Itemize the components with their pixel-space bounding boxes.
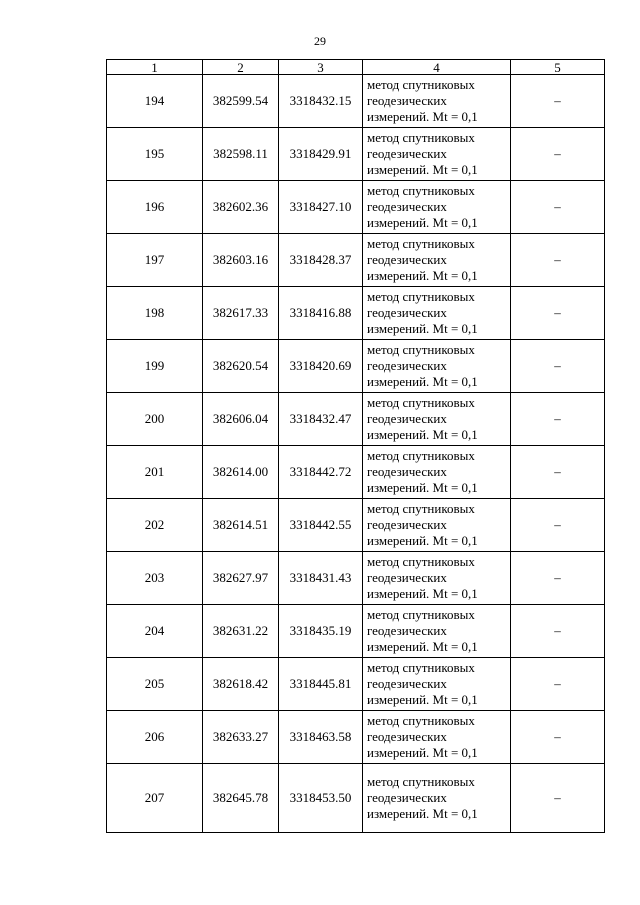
method-line: метод спутниковых (367, 77, 475, 92)
y-coordinate-cell: 3318463.58 (279, 711, 363, 764)
method-line: измерений. Mt = 0,1 (367, 374, 478, 389)
method-line: измерений. Mt = 0,1 (367, 806, 478, 821)
y-coordinate-cell: 3318432.47 (279, 393, 363, 446)
x-coordinate-cell: 382627.97 (203, 552, 279, 605)
column-header: 4 (363, 60, 511, 75)
method-line: метод спутниковых (367, 130, 475, 145)
method-line: метод спутниковых (367, 660, 475, 675)
y-coordinate-cell: 3318453.50 (279, 764, 363, 833)
method-cell (363, 340, 511, 393)
note-cell: – (511, 605, 605, 658)
table-row (107, 764, 605, 833)
note-cell: – (511, 128, 605, 181)
method-line: метод спутниковых (367, 289, 475, 304)
method-line: измерений. Mt = 0,1 (367, 215, 478, 230)
method-line: измерений. Mt = 0,1 (367, 321, 478, 336)
x-coordinate-cell: 382614.51 (203, 499, 279, 552)
table-row (107, 711, 605, 764)
x-coordinate-cell: 382598.11 (203, 128, 279, 181)
x-coordinate-cell: 382633.27 (203, 711, 279, 764)
method-line: метод спутниковых (367, 774, 475, 789)
table-row (107, 499, 605, 552)
note-cell: – (511, 764, 605, 833)
method-line: измерений. Mt = 0,1 (367, 692, 478, 707)
table-row (107, 393, 605, 446)
column-header: 2 (203, 60, 279, 75)
column-header: 3 (279, 60, 363, 75)
method-line: геодезических (367, 305, 447, 320)
method-cell (363, 658, 511, 711)
point-number-cell: 200 (107, 393, 203, 446)
point-number-cell: 195 (107, 128, 203, 181)
method-cell (363, 287, 511, 340)
point-number-cell: 202 (107, 499, 203, 552)
coordinates-table (106, 59, 605, 833)
point-number-cell: 204 (107, 605, 203, 658)
point-number-cell: 194 (107, 75, 203, 128)
method-line: метод спутниковых (367, 713, 475, 728)
method-line: измерений. Mt = 0,1 (367, 427, 478, 442)
x-coordinate-cell: 382618.42 (203, 658, 279, 711)
method-line: метод спутниковых (367, 607, 475, 622)
point-number-cell: 203 (107, 552, 203, 605)
method-cell (363, 128, 511, 181)
table-row (107, 75, 605, 128)
note-cell: – (511, 499, 605, 552)
table-row (107, 605, 605, 658)
x-coordinate-cell: 382614.00 (203, 446, 279, 499)
note-cell: – (511, 552, 605, 605)
y-coordinate-cell: 3318445.81 (279, 658, 363, 711)
note-cell: – (511, 75, 605, 128)
page-number: 29 (314, 34, 326, 48)
method-line: геодезических (367, 623, 447, 638)
x-coordinate-cell: 382645.78 (203, 764, 279, 833)
x-coordinate-cell: 382599.54 (203, 75, 279, 128)
method-line: геодезических (367, 790, 447, 805)
method-line: метод спутниковых (367, 448, 475, 463)
method-line: геодезических (367, 358, 447, 373)
x-coordinate-cell: 382602.36 (203, 181, 279, 234)
method-line: измерений. Mt = 0,1 (367, 480, 478, 495)
note-cell: – (511, 658, 605, 711)
point-number-cell: 207 (107, 764, 203, 833)
method-line: геодезических (367, 411, 447, 426)
method-line: метод спутниковых (367, 554, 475, 569)
method-line: измерений. Mt = 0,1 (367, 268, 478, 283)
method-line: метод спутниковых (367, 395, 475, 410)
method-cell (363, 393, 511, 446)
y-coordinate-cell: 3318442.55 (279, 499, 363, 552)
method-line: измерений. Mt = 0,1 (367, 586, 478, 601)
method-line: геодезических (367, 252, 447, 267)
y-coordinate-cell: 3318432.15 (279, 75, 363, 128)
method-line: геодезических (367, 676, 447, 691)
method-line: метод спутниковых (367, 501, 475, 516)
method-line: измерений. Mt = 0,1 (367, 533, 478, 548)
column-header: 1 (107, 60, 203, 75)
y-coordinate-cell: 3318420.69 (279, 340, 363, 393)
method-line: метод спутниковых (367, 236, 475, 251)
method-line: геодезических (367, 517, 447, 532)
point-number-cell: 197 (107, 234, 203, 287)
point-number-cell: 199 (107, 340, 203, 393)
table-row (107, 446, 605, 499)
note-cell: – (511, 711, 605, 764)
method-line: геодезических (367, 729, 447, 744)
x-coordinate-cell: 382606.04 (203, 393, 279, 446)
method-line: измерений. Mt = 0,1 (367, 162, 478, 177)
table-row (107, 234, 605, 287)
x-coordinate-cell: 382620.54 (203, 340, 279, 393)
y-coordinate-cell: 3318428.37 (279, 234, 363, 287)
point-number-cell: 198 (107, 287, 203, 340)
table-row (107, 287, 605, 340)
method-cell (363, 234, 511, 287)
note-cell: – (511, 340, 605, 393)
note-cell: – (511, 446, 605, 499)
column-header: 5 (511, 60, 605, 75)
point-number-cell: 205 (107, 658, 203, 711)
method-cell (363, 75, 511, 128)
method-cell (363, 181, 511, 234)
method-line: измерений. Mt = 0,1 (367, 745, 478, 760)
method-line: геодезических (367, 570, 447, 585)
method-cell (363, 499, 511, 552)
note-cell: – (511, 287, 605, 340)
y-coordinate-cell: 3318442.72 (279, 446, 363, 499)
table-row (107, 658, 605, 711)
method-cell (363, 552, 511, 605)
method-cell (363, 711, 511, 764)
method-line: метод спутниковых (367, 342, 475, 357)
note-cell: – (511, 393, 605, 446)
method-cell (363, 605, 511, 658)
point-number-cell: 206 (107, 711, 203, 764)
point-number-cell: 201 (107, 446, 203, 499)
x-coordinate-cell: 382631.22 (203, 605, 279, 658)
note-cell: – (511, 181, 605, 234)
table-row (107, 128, 605, 181)
method-line: измерений. Mt = 0,1 (367, 109, 478, 124)
note-cell: – (511, 234, 605, 287)
method-line: геодезических (367, 93, 447, 108)
y-coordinate-cell: 3318431.43 (279, 552, 363, 605)
method-cell (363, 446, 511, 499)
method-line: метод спутниковых (367, 183, 475, 198)
y-coordinate-cell: 3318435.19 (279, 605, 363, 658)
method-line: геодезических (367, 146, 447, 161)
method-line: геодезических (367, 199, 447, 214)
method-line: измерений. Mt = 0,1 (367, 639, 478, 654)
table-row (107, 181, 605, 234)
y-coordinate-cell: 3318427.10 (279, 181, 363, 234)
x-coordinate-cell: 382603.16 (203, 234, 279, 287)
y-coordinate-cell: 3318416.88 (279, 287, 363, 340)
method-line: геодезических (367, 464, 447, 479)
x-coordinate-cell: 382617.33 (203, 287, 279, 340)
table-row (107, 340, 605, 393)
y-coordinate-cell: 3318429.91 (279, 128, 363, 181)
point-number-cell: 196 (107, 181, 203, 234)
table-row (107, 552, 605, 605)
method-cell (363, 764, 511, 833)
table-header-row (107, 60, 605, 75)
